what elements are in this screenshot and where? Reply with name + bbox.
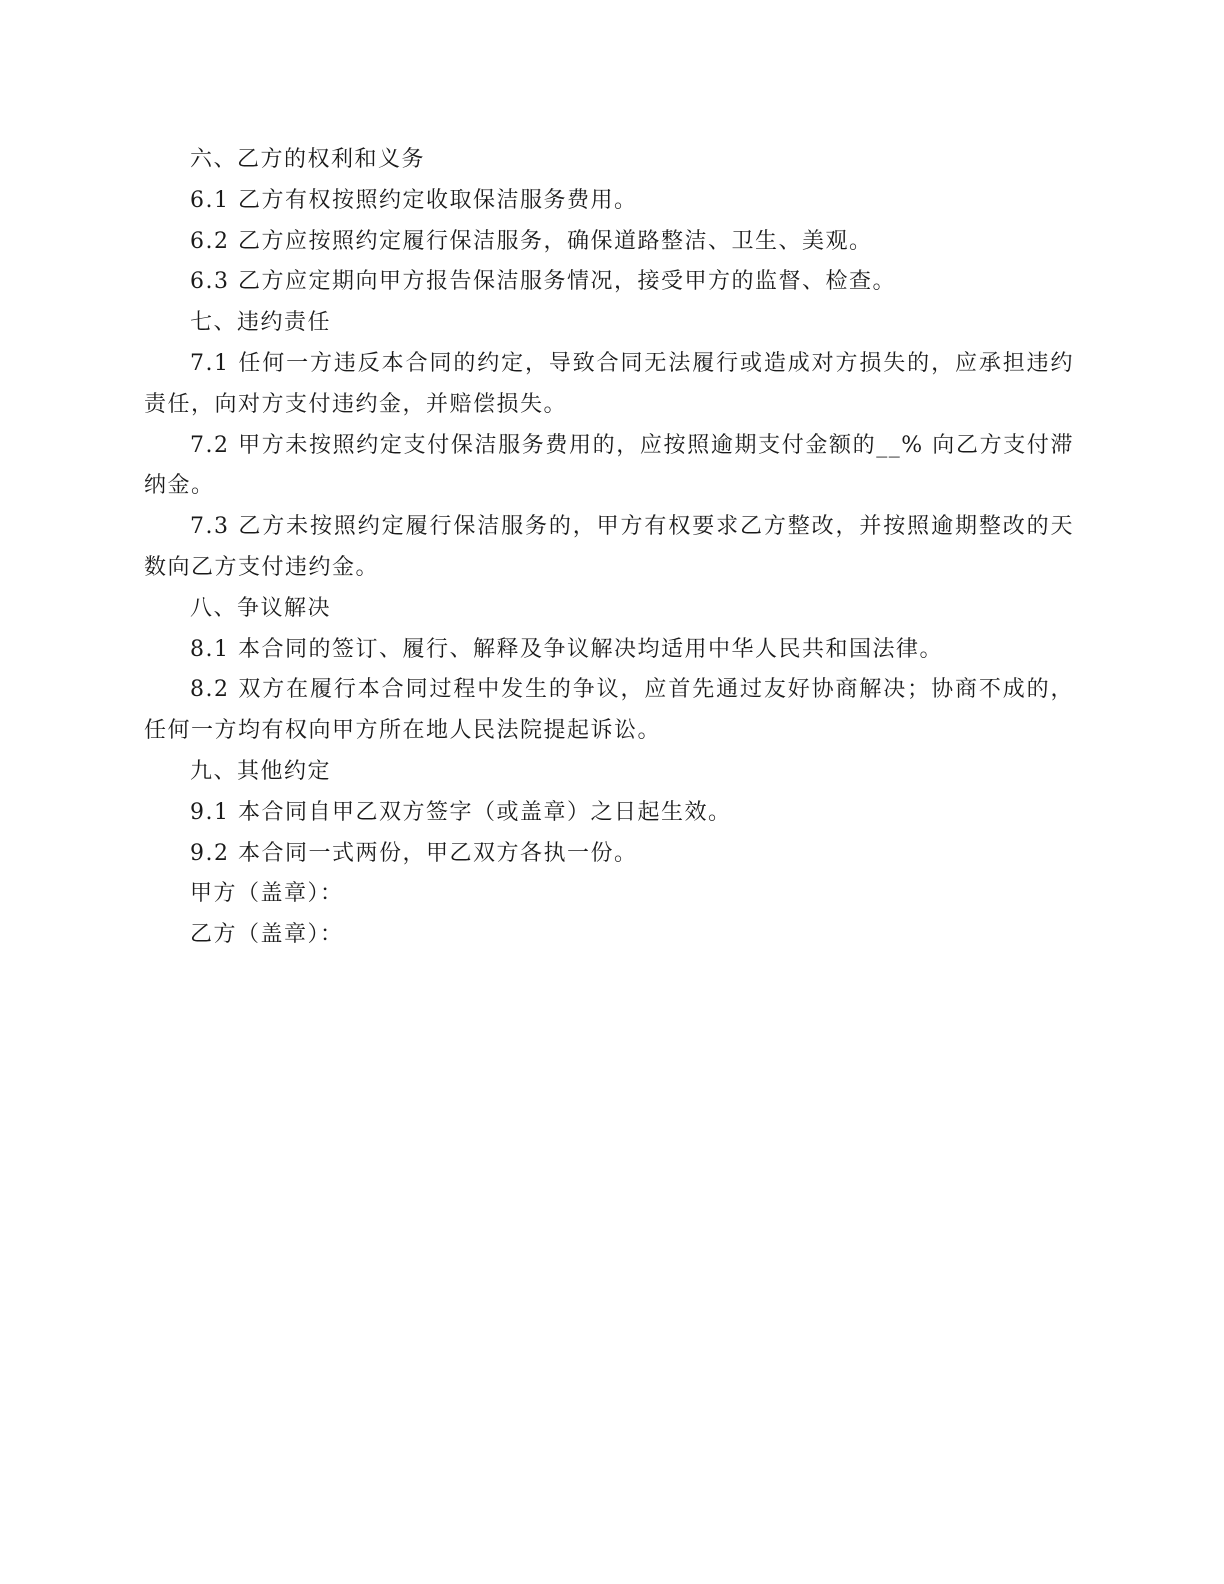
clause-8-1: 8.1 本合同的签订、履行、解释及争议解决均适用中华人民共和国法律。 [190,636,943,662]
clause-8-2: 8.2 双方在履行本合同过程中发生的争议，应首先通过友好协商解决；协商不成的，任何一方均有权向甲方所在地人民法院提起诉讼。 [144,677,1074,744]
clause-6-3: 6.3 乙方应定期向甲方报告保洁服务情况，接受甲方的监督、检查。 [190,269,896,295]
clause-9-2: 9.2 本合同一式两份，甲乙双方各执一份。 [190,840,638,866]
section-heading-9: 九、其他约定 [190,758,332,784]
clause-7-2: 7.2 甲方未按照约定支付保洁服务费用的，应按照逾期支付金额的__% 向乙方支付滞纳金。 [144,432,1074,499]
clause-7-1: 7.1 任何一方违反本合同的约定，导致合同无法履行或造成对方损失的，应承担违约责任，向对方支付违约金，并赔偿损失。 [144,350,1074,417]
section-heading-8: 八、争议解决 [190,595,332,621]
clause-9-1: 9.1 本合同自甲乙双方签字（或盖章）之日起生效。 [190,799,732,825]
clause-7-3: 7.3 乙方未按照约定履行保洁服务的，甲方有权要求乙方整改，并按照逾期整改的天数向乙方支付违约金。 [144,514,1074,580]
section-heading-7: 七、违约责任 [190,310,332,336]
clause-6-1: 6.1 乙方有权按照约定收取保洁服务费用。 [190,187,638,213]
party-a-seal-line: 甲方（盖章）： [190,881,344,907]
document-page [144,140,1074,956]
section-heading-6: 六、乙方的权利和义务 [190,147,426,172]
party-b-seal-line: 乙方（盖章）： [190,922,344,948]
clause-6-2: 6.2 乙方应按照约定履行保洁服务，确保道路整洁、卫生、美观。 [190,228,873,254]
